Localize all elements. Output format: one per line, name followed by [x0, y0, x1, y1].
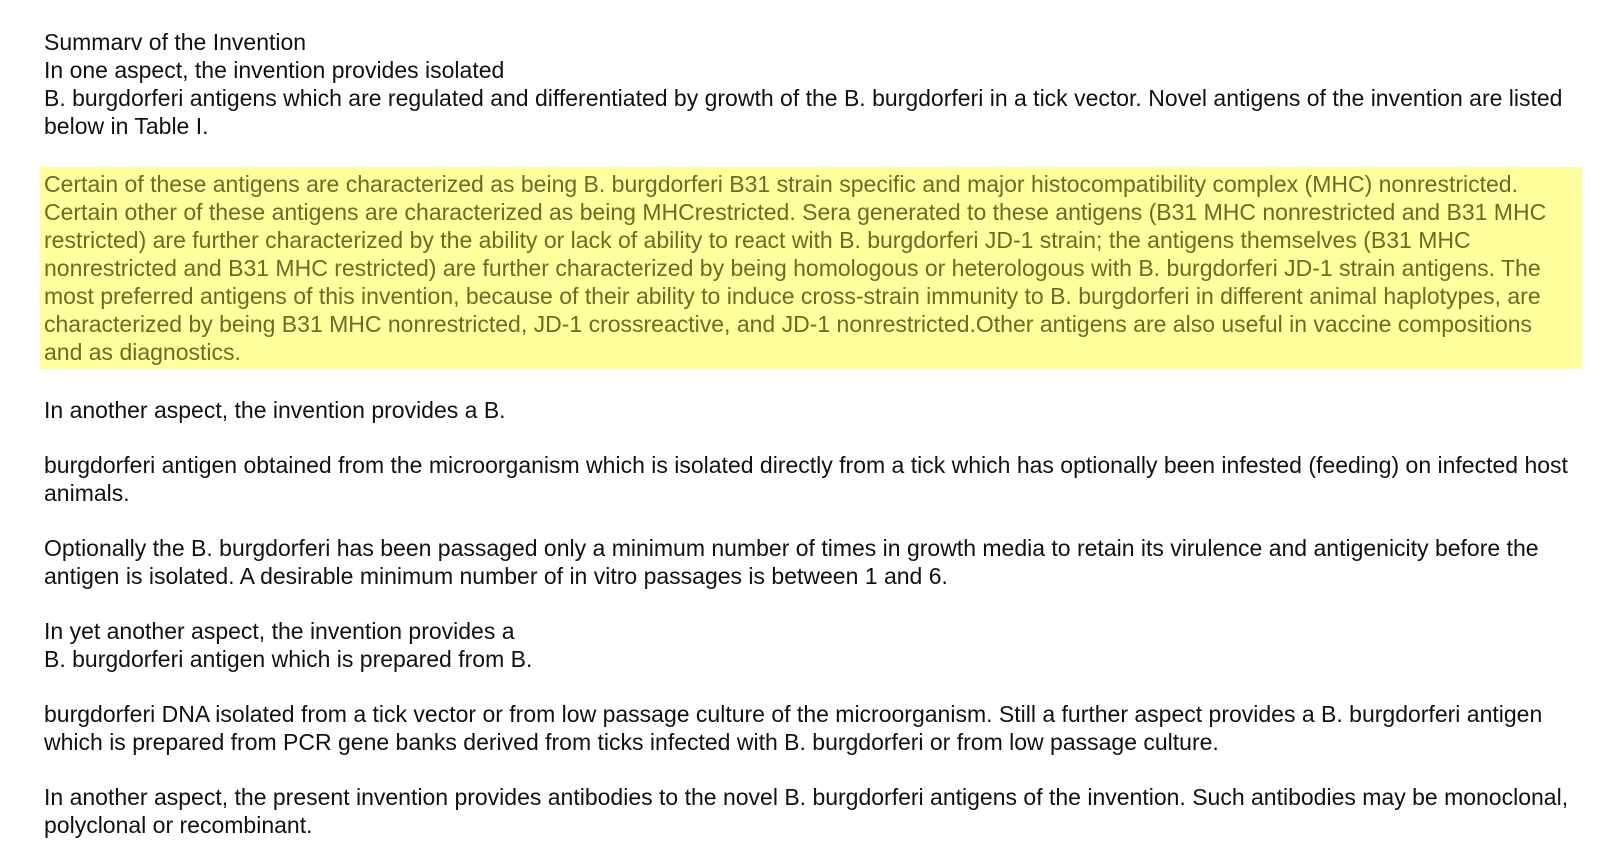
highlighted-paragraph: Certain of these antigens are characterized as being B. burgdorferi B31 strain specific and major histocompatibility complex (MHC) nonrestricted. Certain other of these antigens are characterized as being MHCrestricted. Sera generated to these antigens (B31 MHC nonrestricted and B31 MHC restricted) are further characterized by the ability or lack of ability to react with B. burgdorferi JD-1 strain; the antigens themselves (B31 MHC nonrestricted and B31 MHC restricted) are further characterized by being homologous or heterologous with B. burgdorferi JD-1 strain antigens. The most preferred antigens of this invention, because of their ability to induce cross-strain immunity to B. burgdorferi in different animal haplotypes, are characterized by being B31 MHC nonrestricted, JD-1 crossreactive, and JD-1 nonrestricted.Other antigens are also useful in vaccine compositions and as diagnostics.: [40, 167, 1582, 369]
document-body: [44, 28, 1584, 866]
paragraph: In another aspect, the invention provides a B.: [44, 397, 506, 423]
section-heading: Summarv of the Invention: [44, 29, 307, 55]
paragraph: In another aspect, the present invention provides antibodies to the novel B. burgdorferi antigens of the invention. Such antibodies may be monoclonal, polyclonal or recombinant.: [44, 784, 1569, 838]
paragraph-line: In yet another aspect, the invention provides a: [44, 618, 515, 644]
paragraph-intro: [44, 56, 1584, 140]
paragraph: Optionally the B. burgdorferi has been passaged only a minimum number of times in growth media to retain its virulence and antigenicity before the antigen is isolated. A desirable minimum number of in vitro passages is between 1 and 6.: [44, 535, 1539, 589]
paragraph: burgdorferi DNA isolated from a tick vector or from low passage culture of the microorganism. Still a further aspect provides a B. burgdorferi antigen which is prepared from PCR gene banks derived from ticks infected with B. burgdorferi or from low passage culture.: [44, 701, 1543, 755]
paragraph: burgdorferi antigen obtained from the microorganism which is isolated directly from a tick which has optionally been infested (feeding) on infected host animals.: [44, 452, 1568, 506]
paragraph: [44, 617, 1584, 673]
paragraph-line: B. burgdorferi antigens which are regulated and differentiated by growth of the B. burgdorferi in a tick vector. Novel antigens of the invention are listed below in Table I.: [44, 85, 1563, 139]
paragraph-line: B. burgdorferi antigen which is prepared from B.: [44, 646, 533, 672]
paragraph-line: In one aspect, the invention provides isolated: [44, 57, 505, 83]
